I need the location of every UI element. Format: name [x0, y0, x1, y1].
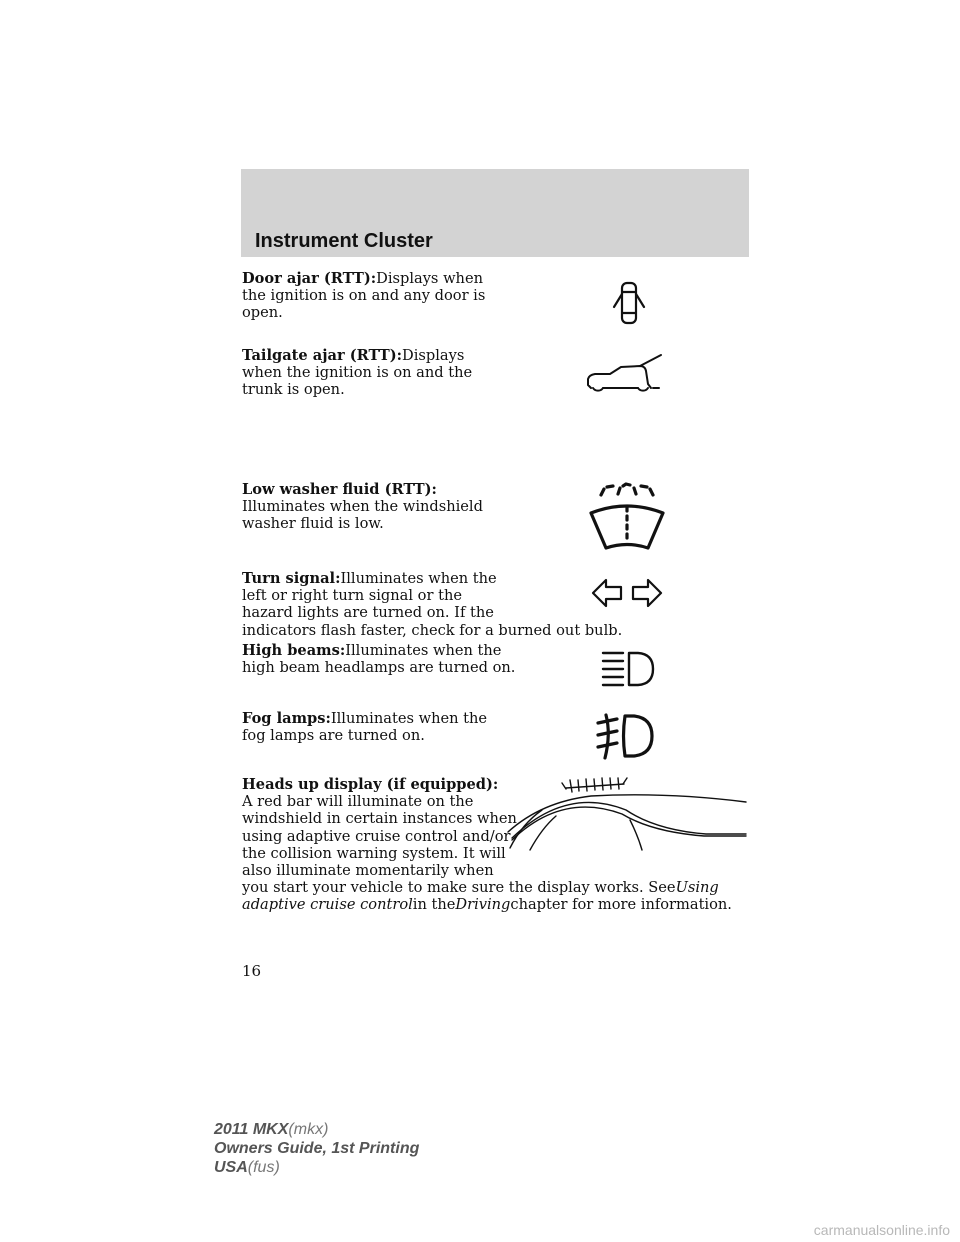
entry-fog-lamps: Fog lamps:Illuminates when the fog lamps are turned on.	[242, 710, 488, 745]
entry-turn-signal: Turn signal:Illuminates when the left or right turn signal or the hazard lights are turned on. If the indicators flash faster, check for a burned out bulb.	[242, 570, 623, 639]
entry-low-washer-fluid: Low washer fluid (RTT): Illuminates when the windshield washer fluid is low.	[242, 481, 483, 533]
section-header	[241, 169, 749, 257]
entry-heads-up-display: Heads up display (if equipped): A red bar will illuminate on the windshield in certain instances when using adaptive cruise control and/or the collision warning system. It will also illuminate momentarily when you start your vehicle to make sure the display works. SeeUsing adaptive cruise controlin theDrivingchapter for more information.	[242, 776, 732, 914]
footer: 2011 MKX(mkx) Owners Guide, 1st Printing USA(fus)	[214, 1121, 420, 1176]
washer-fluid-icon	[587, 481, 667, 553]
high-beam-icon	[600, 650, 656, 688]
door-ajar-icon	[611, 280, 647, 326]
turn-signal-icon	[590, 577, 664, 609]
tailgate-ajar-icon	[585, 352, 665, 398]
entry-tailgate-ajar: Tailgate ajar (RTT):Displays when the ignition is on and the trunk is open.	[242, 347, 473, 399]
section-title: Instrument Cluster	[255, 230, 433, 252]
entry-door-ajar: Door ajar (RTT):Displays when the ignition is on and any door is open.	[242, 270, 486, 322]
page-number: 16	[242, 962, 262, 980]
fog-lamp-icon	[596, 710, 656, 762]
watermark: carmanualsonline.info	[813, 1222, 950, 1238]
heads-up-display-icon	[506, 774, 750, 854]
entry-high-beams: High beams:Illuminates when the high beam headlamps are turned on.	[242, 642, 516, 677]
